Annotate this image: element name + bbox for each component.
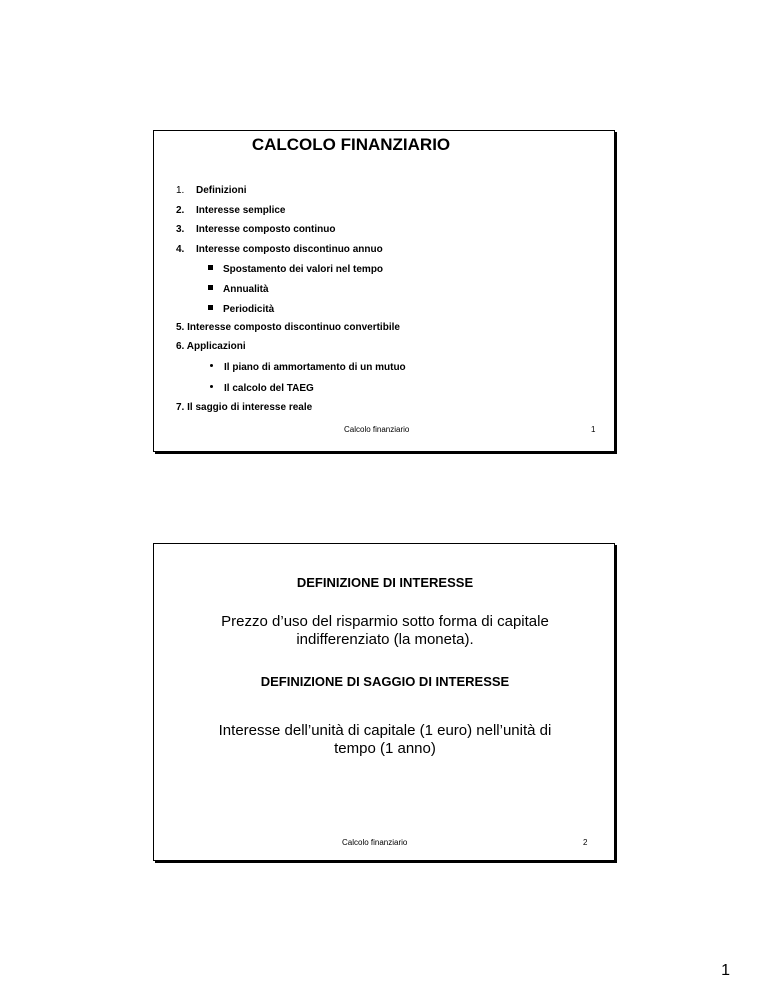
page-number: 1: [721, 962, 730, 979]
slide-1: [153, 130, 615, 452]
heading-interest-rate: DEFINIZIONE DI SAGGIO DI INTERESSE: [260, 674, 510, 689]
slide-number: 2: [583, 838, 588, 847]
text-interest-definition: Prezzo d’uso del risparmio sotto forma di capitale indifferenziato (la moneta).: [221, 613, 549, 648]
toc-item: 1. Definizioni: [176, 185, 247, 196]
slide-number: 1: [591, 425, 596, 434]
slide-2: [153, 543, 615, 861]
toc-subitem: Annualità: [208, 284, 269, 295]
toc-subitem: Periodicità: [208, 304, 274, 315]
dot-bullet-icon: [210, 364, 213, 367]
toc-subitem: Il calcolo del TAEG: [210, 383, 314, 394]
heading-interest: DEFINIZIONE DI INTERESSE: [296, 575, 474, 590]
slide-footer: Calcolo finanziario: [342, 838, 408, 847]
slide-title: CALCOLO FINANZIARIO: [251, 135, 451, 154]
slide-footer: Calcolo finanziario: [344, 425, 410, 434]
dot-bullet-icon: [210, 385, 213, 388]
toc-item: 2. Interesse semplice: [176, 205, 286, 216]
text-interest-rate-definition: Interesse dell’unità di capitale (1 euro) nell’unità di tempo (1 anno): [218, 722, 552, 757]
toc-subitem: Spostamento dei valori nel tempo: [208, 264, 383, 275]
toc-item: 5. Interesse composto discontinuo convertibile: [176, 322, 400, 333]
square-bullet-icon: [208, 285, 213, 290]
toc-item: 7. Il saggio di interesse reale: [176, 402, 313, 413]
square-bullet-icon: [208, 305, 213, 310]
toc-item: 4. Interesse composto discontinuo annuo: [176, 244, 383, 255]
square-bullet-icon: [208, 265, 213, 270]
toc-item: 6. Applicazioni: [176, 341, 246, 352]
toc-subitem: Il piano di ammortamento di un mutuo: [210, 362, 406, 373]
toc-item: 3. Interesse composto continuo: [176, 224, 336, 235]
